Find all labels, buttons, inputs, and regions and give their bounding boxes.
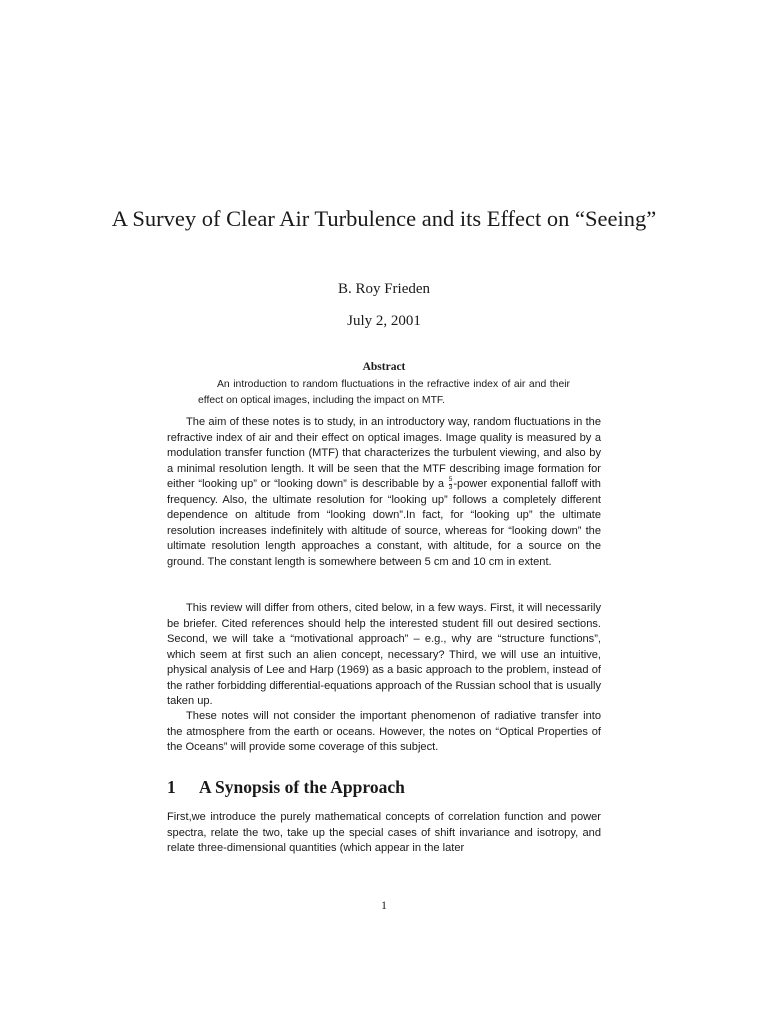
fraction-numerator: 5	[448, 476, 453, 484]
paper-title: A Survey of Clear Air Turbulence and its Effect on “Seeing”	[111, 206, 657, 231]
publication-date: July 2, 2001	[347, 313, 421, 329]
section-number: 1	[167, 777, 176, 797]
paragraph-1-part-a: The aim of these notes is to study, in an introductory way, random fluctuations in the refractive index of air and their effect on optical images. Image quality is measured by a modulation transfer function (MTF) that characterizes the turbulent viewing, and also by a minimal resolution length. It will be seen that the MTF describing image formation for either “looking up” or “looking down” is describable by a	[167, 416, 601, 490]
paragraph-1-part-b: -power exponential falloff with frequency. Also, the ultimate resolution for “looking up” follows a completely different dependence on altitude from “looking down”.In fact, for “looking up” the ultimate resolution increases indefinitely with altitude of source, whereas for “looking down” the ultimate resolution length approaches a constant, with altitude, for a source on the ground. The constant length is somewhere between 5 cm and 10 cm in extent.	[167, 478, 601, 568]
section-title: A Synopsis of the Approach	[199, 777, 405, 797]
fraction-denominator: 3	[448, 483, 453, 491]
abstract-text: An introduction to random fluctuations in the refractive index of air and their effect on optical images, including the impact on MTF.	[198, 379, 570, 406]
abstract-heading: Abstract	[362, 361, 406, 373]
page-number: 1	[381, 898, 387, 912]
section-1-paragraph: First,we introduce the purely mathematical concepts of correlation function and power spectra, relate the two, take up the special cases of shift invariance and isotropy, and relate three-dimensional quantities (which appear in the later	[167, 811, 601, 854]
five-thirds-fraction	[449, 477, 453, 491]
body-paragraph-1	[167, 415, 601, 570]
section-heading	[167, 775, 405, 799]
body-paragraph-3: These notes will not consider the important phenomenon of radiative transfer into the atmosphere from the earth or oceans. However, the notes on “Optical Properties of the Oceans” will provide some coverage of this subject.	[167, 710, 601, 753]
body-paragraph-2: This review will differ from others, cited below, in a few ways. First, it will necessarily be briefer. Cited references should help the interested student fill out desired sections. Second, we will take a “motivational approach” – e.g., why are “structure functions”, which seem at first such an alien concept, necessary? Third, we will use an intuitive, physical analysis of Lee and Harp (1969) as a basic approach to the problem, instead of the rather forbidding differential-equations approach of the Russian school that is usually taken up.	[167, 602, 601, 707]
author-name: B. Roy Frieden	[337, 281, 431, 297]
